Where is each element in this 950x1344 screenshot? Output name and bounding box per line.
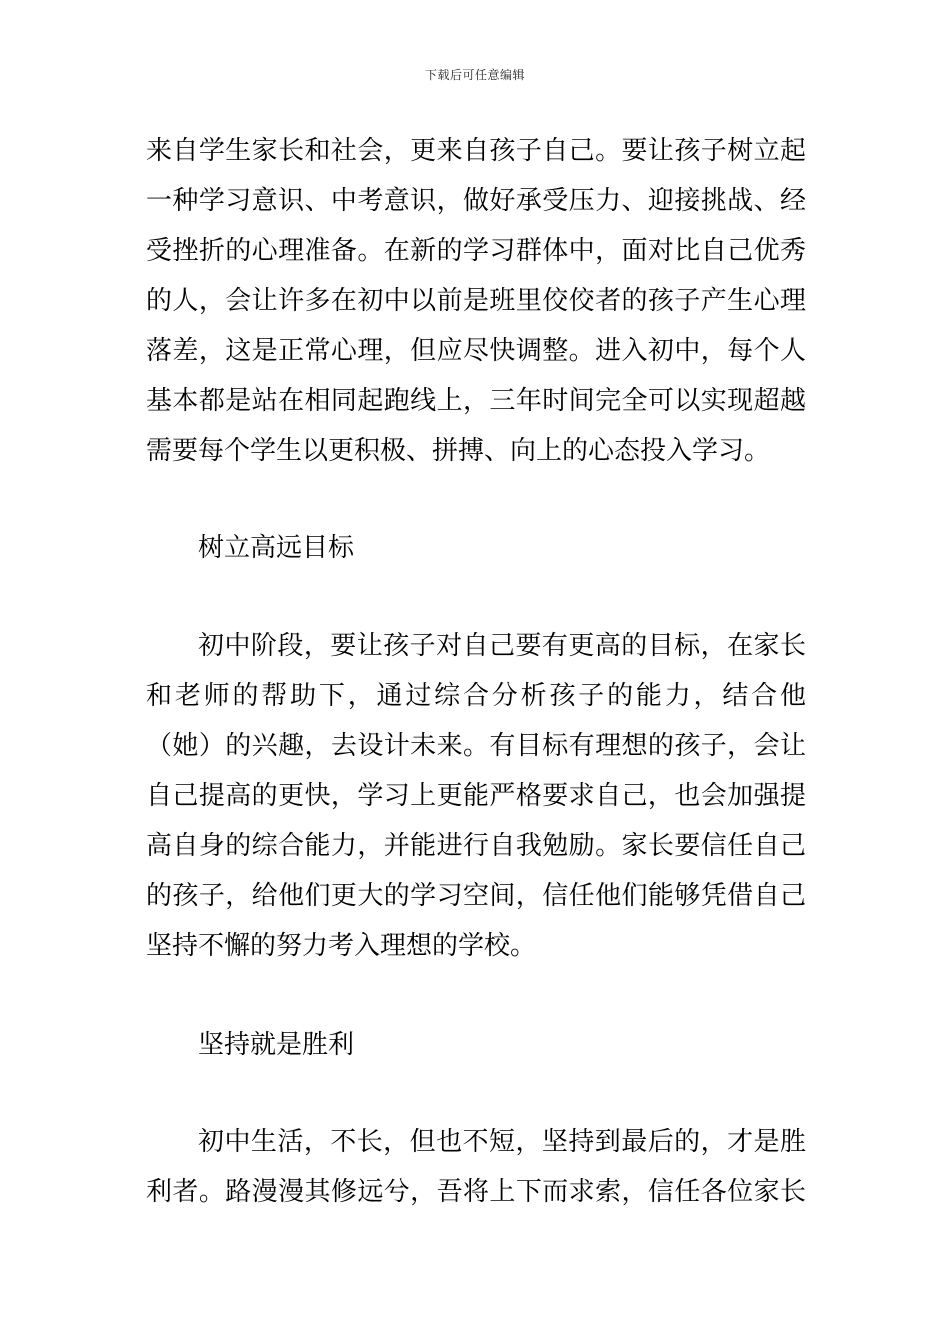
paragraph-2-line: 和老师的帮助下，通过综合分析孩子的能力，结合他 xyxy=(146,681,806,711)
paragraph-1-line: 基本都是站在相同起跑线上，三年时间完全可以实现超越 xyxy=(146,386,806,416)
section-heading-goals: 树立高远目标 xyxy=(198,533,355,563)
paragraph-1-line: 受挫折的心理准备。在新的学习群体中，面对比自己优秀 xyxy=(146,236,806,266)
paragraph-1-line: 来自学生家长和社会，更来自孩子自己。要让孩子树立起 xyxy=(146,136,806,166)
page-header: 下载后可任意编辑 xyxy=(424,68,525,82)
paragraph-2-line: 的孩子，给他们更大的学习空间，信任他们能够凭借自己 xyxy=(146,881,806,911)
paragraph-2 xyxy=(146,621,806,971)
paragraph-3-line: 利者。路漫漫其修远兮，吾将上下而求索，信任各位家长 xyxy=(146,1177,806,1207)
paragraph-1 xyxy=(146,126,806,476)
paragraph-3-line: 初中生活，不长，但也不短，坚持到最后的，才是胜 xyxy=(198,1127,806,1157)
paragraph-2-line: 坚持不懈的努力考入理想的学校。 xyxy=(146,931,537,961)
paragraph-3 xyxy=(146,1117,806,1217)
section-heading-persistence: 坚持就是胜利 xyxy=(198,1030,355,1060)
paragraph-1-line: 的人，会让许多在初中以前是班里佼佼者的孩子产生心理 xyxy=(146,286,806,316)
paragraph-2-line: 初中阶段，要让孩子对自己要有更高的目标，在家长 xyxy=(198,631,806,661)
paragraph-1-line: 一种学习意识、中考意识，做好承受压力、迎接挑战、经 xyxy=(146,186,806,216)
paragraph-2-line: 高自身的综合能力，并能进行自我勉励。家长要信任自己 xyxy=(146,831,806,861)
paragraph-1-line: 落差，这是正常心理，但应尽快调整。进入初中，每个人 xyxy=(146,336,806,366)
paragraph-2-line: （她）的兴趣，去设计未来。有目标有理想的孩子，会让 xyxy=(146,731,806,761)
paragraph-2-line: 自己提高的更快，学习上更能严格要求自己，也会加强提 xyxy=(146,781,806,811)
paragraph-1-line: 需要每个学生以更积极、拼搏、向上的心态投入学习。 xyxy=(146,436,771,466)
